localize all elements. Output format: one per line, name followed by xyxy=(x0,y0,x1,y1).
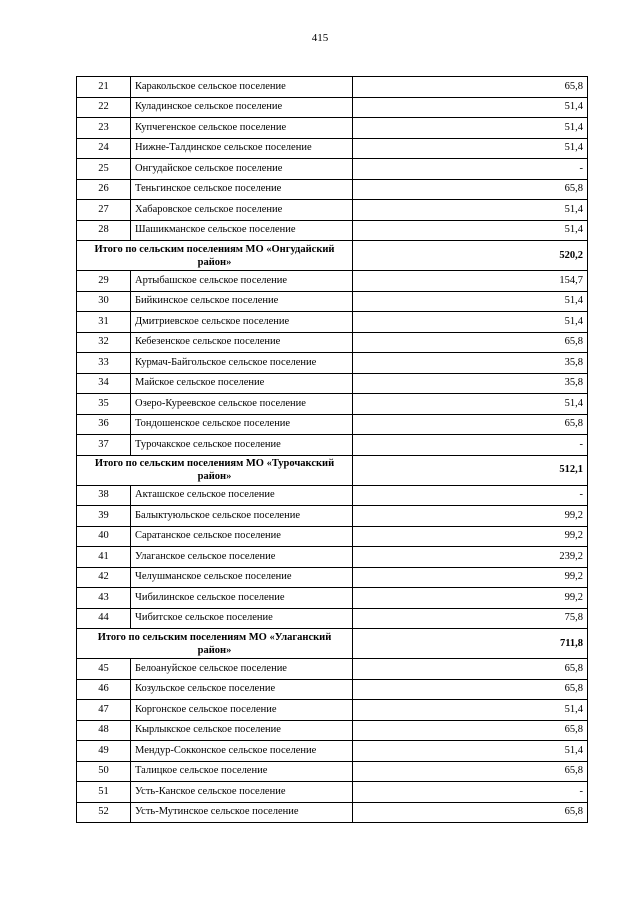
table-row xyxy=(77,679,588,700)
amount-value: 35,8 xyxy=(353,353,588,374)
table-row xyxy=(77,271,588,292)
settlement-name: Озеро-Куреевское сельское поселение xyxy=(131,394,353,415)
amount-value: 51,4 xyxy=(353,700,588,721)
row-number: 33 xyxy=(77,353,131,374)
row-number: 44 xyxy=(77,608,131,629)
table-row xyxy=(77,506,588,527)
row-number: 49 xyxy=(77,741,131,762)
subtotal-value: 512,1 xyxy=(353,455,588,485)
settlement-name: Теньгинское сельское поселение xyxy=(131,179,353,200)
row-number: 28 xyxy=(77,220,131,241)
settlement-name: Чибилинское сельское поселение xyxy=(131,588,353,609)
row-number: 29 xyxy=(77,271,131,292)
settlement-name: Шашикманское сельское поселение xyxy=(131,220,353,241)
subtotal-value: 711,8 xyxy=(353,629,588,659)
row-number: 22 xyxy=(77,97,131,118)
row-number: 30 xyxy=(77,291,131,312)
settlement-name: Дмитриевское сельское поселение xyxy=(131,312,353,333)
row-number: 39 xyxy=(77,506,131,527)
settlement-name: Майское сельское поселение xyxy=(131,373,353,394)
table-row xyxy=(77,659,588,680)
row-number: 43 xyxy=(77,588,131,609)
settlement-name: Турочакское сельское поселение xyxy=(131,435,353,456)
table-row xyxy=(77,485,588,506)
amount-value: 99,2 xyxy=(353,506,588,527)
amount-value: 51,4 xyxy=(353,220,588,241)
table-row xyxy=(77,394,588,415)
table-row xyxy=(77,608,588,629)
settlement-name: Саратанское сельское поселение xyxy=(131,526,353,547)
row-number: 48 xyxy=(77,720,131,741)
amount-value: - xyxy=(353,485,588,506)
amount-value: 51,4 xyxy=(353,394,588,415)
subtotal-label: Итого по сельским поселениям МО «Онгудайский район» xyxy=(77,241,353,271)
row-number: 21 xyxy=(77,77,131,98)
table-row xyxy=(77,547,588,568)
table-row xyxy=(77,435,588,456)
amount-value: 51,4 xyxy=(353,138,588,159)
subtotal-value: 520,2 xyxy=(353,241,588,271)
settlement-name: Усть-Канское сельское поселение xyxy=(131,782,353,803)
amount-value: 154,7 xyxy=(353,271,588,292)
row-number: 36 xyxy=(77,414,131,435)
table-row xyxy=(77,373,588,394)
amount-value: 65,8 xyxy=(353,77,588,98)
settlement-name: Усть-Мутинское сельское поселение xyxy=(131,802,353,823)
amount-value: 51,4 xyxy=(353,741,588,762)
settlement-name: Талицкое сельское поселение xyxy=(131,761,353,782)
amount-value: 99,2 xyxy=(353,526,588,547)
row-number: 42 xyxy=(77,567,131,588)
settlement-name: Тондошенское сельское поселение xyxy=(131,414,353,435)
row-number: 38 xyxy=(77,485,131,506)
subtotal-row xyxy=(77,455,588,485)
table-row xyxy=(77,159,588,180)
row-number: 34 xyxy=(77,373,131,394)
settlement-name: Купчегенское сельское поселение xyxy=(131,118,353,139)
row-number: 35 xyxy=(77,394,131,415)
row-number: 47 xyxy=(77,700,131,721)
amount-value: 65,8 xyxy=(353,414,588,435)
settlement-name: Белоануйское сельское поселение xyxy=(131,659,353,680)
amount-value: 35,8 xyxy=(353,373,588,394)
amount-value: 99,2 xyxy=(353,588,588,609)
table-row xyxy=(77,332,588,353)
settlement-name: Каракольское сельское поселение xyxy=(131,77,353,98)
table-row xyxy=(77,782,588,803)
table-row xyxy=(77,138,588,159)
amount-value: - xyxy=(353,782,588,803)
amount-value: 65,8 xyxy=(353,179,588,200)
row-number: 31 xyxy=(77,312,131,333)
page-number: 415 xyxy=(311,32,329,44)
settlement-name: Челушманское сельское поселение xyxy=(131,567,353,588)
amount-value: 51,4 xyxy=(353,312,588,333)
row-number: 52 xyxy=(77,802,131,823)
table-row xyxy=(77,588,588,609)
table-row xyxy=(77,220,588,241)
row-number: 27 xyxy=(77,200,131,221)
settlement-name: Артыбашское сельское поселение xyxy=(131,271,353,292)
amount-value: 65,8 xyxy=(353,659,588,680)
row-number: 25 xyxy=(77,159,131,180)
table-row xyxy=(77,526,588,547)
row-number: 24 xyxy=(77,138,131,159)
amount-value: 51,4 xyxy=(353,97,588,118)
settlement-name: Кырлыкское сельское поселение xyxy=(131,720,353,741)
settlement-name: Улаганское сельское поселение xyxy=(131,547,353,568)
table-row xyxy=(77,720,588,741)
subtotal-row xyxy=(77,629,588,659)
table-row xyxy=(77,567,588,588)
settlement-name: Чибитское сельское поселение xyxy=(131,608,353,629)
table-row xyxy=(77,77,588,98)
amount-value: 65,8 xyxy=(353,802,588,823)
table-row xyxy=(77,118,588,139)
table-row xyxy=(77,741,588,762)
table-row xyxy=(77,200,588,221)
row-number: 23 xyxy=(77,118,131,139)
settlement-name: Куладинское сельское поселение xyxy=(131,97,353,118)
row-number: 41 xyxy=(77,547,131,568)
subtotal-row xyxy=(77,241,588,271)
settlement-name: Мендур-Сокконское сельское поселение xyxy=(131,741,353,762)
amount-value: 51,4 xyxy=(353,118,588,139)
amount-value: 65,8 xyxy=(353,761,588,782)
amount-value: 51,4 xyxy=(353,291,588,312)
settlement-name: Нижне-Талдинское сельское поселение xyxy=(131,138,353,159)
settlement-name: Балыктуюльское сельское поселение xyxy=(131,506,353,527)
table-row xyxy=(77,802,588,823)
row-number: 46 xyxy=(77,679,131,700)
row-number: 32 xyxy=(77,332,131,353)
amount-value: - xyxy=(353,159,588,180)
settlement-name: Козульское сельское поселение xyxy=(131,679,353,700)
amount-value: 239,2 xyxy=(353,547,588,568)
row-number: 45 xyxy=(77,659,131,680)
subtotal-label: Итого по сельским поселениям МО «Улаганский район» xyxy=(77,629,353,659)
row-number: 40 xyxy=(77,526,131,547)
amount-value: - xyxy=(353,435,588,456)
table-row xyxy=(77,414,588,435)
table-row xyxy=(77,700,588,721)
amount-value: 51,4 xyxy=(353,200,588,221)
amount-value: 75,8 xyxy=(353,608,588,629)
settlement-name: Коргонское сельское поселение xyxy=(131,700,353,721)
settlement-name: Бийкинское сельское поселение xyxy=(131,291,353,312)
settlement-name: Кебезенское сельское поселение xyxy=(131,332,353,353)
row-number: 51 xyxy=(77,782,131,803)
table-row xyxy=(77,353,588,374)
settlement-name: Онгудайское сельское поселение xyxy=(131,159,353,180)
row-number: 26 xyxy=(77,179,131,200)
table-row xyxy=(77,312,588,333)
row-number: 37 xyxy=(77,435,131,456)
amount-value: 65,8 xyxy=(353,332,588,353)
amount-value: 65,8 xyxy=(353,679,588,700)
distribution-table xyxy=(76,76,588,823)
subtotal-label: Итого по сельским поселениям МО «Турочакский район» xyxy=(77,455,353,485)
row-number: 50 xyxy=(77,761,131,782)
amount-value: 65,8 xyxy=(353,720,588,741)
amount-value: 99,2 xyxy=(353,567,588,588)
settlement-name: Хабаровское сельское поселение xyxy=(131,200,353,221)
table-row xyxy=(77,179,588,200)
table-row xyxy=(77,291,588,312)
settlement-name: Акташское сельское поселение xyxy=(131,485,353,506)
table-body xyxy=(77,77,588,823)
table-row xyxy=(77,97,588,118)
table-row xyxy=(77,761,588,782)
settlement-name: Курмач-Байгольское сельское поселение xyxy=(131,353,353,374)
